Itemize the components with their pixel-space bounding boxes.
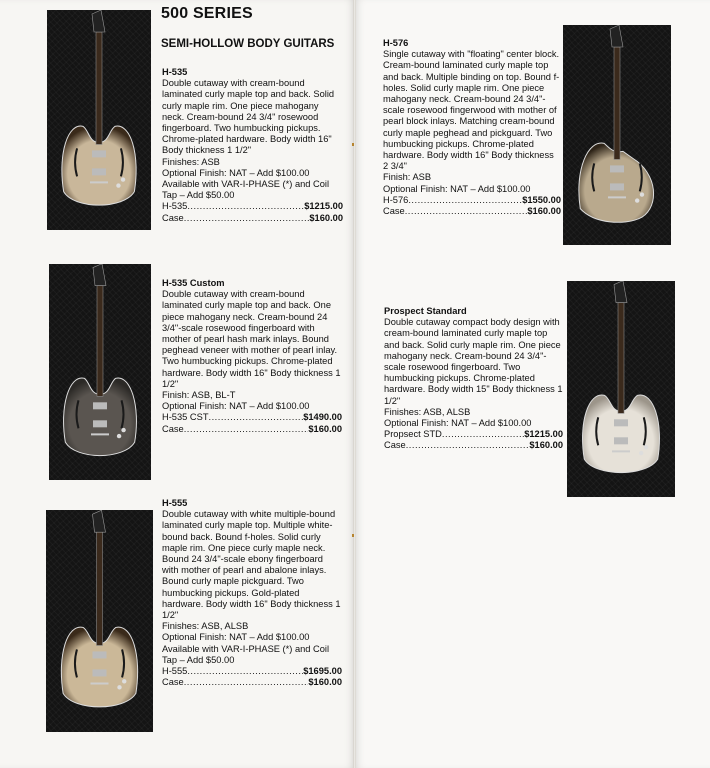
- page-fold: [353, 0, 356, 768]
- price-row: [384, 429, 563, 440]
- price-value: $1550.00: [522, 194, 561, 205]
- case-price: $160.00: [309, 212, 343, 223]
- leader-dots: [405, 206, 528, 217]
- leader-dots: [406, 440, 530, 451]
- leader-dots: [187, 666, 303, 677]
- price-label: H-535: [162, 201, 188, 212]
- optional-finish: Optional Finish: NAT – Add $100.00: [162, 401, 310, 412]
- price-value: $1215.00: [304, 201, 343, 212]
- price-row: [162, 201, 343, 212]
- leader-dots: [184, 213, 310, 224]
- product-h535-custom: [162, 278, 342, 435]
- product-h535: [162, 67, 343, 224]
- case-label: Case: [162, 212, 184, 223]
- guitar-h555-image: [46, 510, 153, 732]
- price-row: [383, 195, 561, 206]
- optional-finish: Optional Finish: NAT – Add $100.00: [383, 183, 531, 194]
- product-name: H-576: [383, 38, 409, 48]
- staple-mark: [352, 534, 354, 537]
- price-label: H-535 CST: [162, 412, 209, 423]
- option-available: Available with VAR-I-PHASE (*) and Coil Tap – Add $50.00: [162, 643, 330, 665]
- case-label: Case: [162, 677, 184, 688]
- price-value: $1695.00: [303, 666, 342, 677]
- leader-dots: [184, 424, 309, 435]
- product-h555: [162, 498, 342, 688]
- leader-dots: [209, 412, 304, 423]
- case-price: $160.00: [308, 677, 342, 688]
- staple-mark: [352, 143, 354, 146]
- guitar-h535-image: [47, 10, 151, 230]
- price-row: [162, 412, 342, 423]
- product-description: Double cutaway with cream-bound laminated curly maple top and back. One piece mahogany neck. Cream-bound 24 3/4"-scale rosewood fingerboard with mother of pearl hash mark inlays. Bound peghead veneer with mother of pearl inlay. Two humbucking pickups. Chrome-plated hardware. Body width 16" Body thickness 1 1/2": [162, 289, 341, 389]
- price-label: Propsect STD: [384, 429, 442, 440]
- photo-prospect-standard: [567, 281, 675, 497]
- guitar-h576-image: [563, 25, 671, 245]
- product-h576: [383, 38, 561, 217]
- product-name: H-535 Custom: [162, 278, 225, 288]
- optional-finish: Optional Finish: NAT – Add $100.00: [384, 418, 532, 429]
- finishes: Finish: ASB: [383, 172, 432, 183]
- option-available: Available with VAR-I-PHASE (*) and Coil Tap – Add $50.00: [162, 179, 330, 201]
- product-description: Double cutaway with white multiple-bound laminated curly maple top. Multiple white-bound back. Bound f-holes. Solid curly maple rim. One piece curly maple neck. Bound 24 3/4"-scale ebony fingerboard with mother of pearl and abalone inlays. Bound curly maple pickguard. Two humbucking pickups. Gold-plated hardware. Body width 16" Body thickness 1 1/2": [162, 509, 341, 621]
- series-title: 500 SERIES: [161, 5, 253, 22]
- case-label: Case: [383, 206, 405, 217]
- leader-dots: [408, 195, 522, 206]
- leader-dots: [184, 677, 309, 688]
- photo-h535: [47, 10, 151, 230]
- case-price: $160.00: [308, 423, 342, 434]
- section-title: SEMI-HOLLOW BODY GUITARS: [161, 38, 335, 50]
- leader-dots: [187, 201, 304, 212]
- case-row: [162, 677, 342, 688]
- photo-h576: [563, 25, 671, 245]
- photo-h535-custom: [49, 264, 151, 480]
- finishes: Finish: ASB, BL-T: [162, 390, 236, 401]
- price-label: H-555: [162, 666, 188, 677]
- price-value: $1215.00: [524, 429, 563, 440]
- product-name: H-555: [162, 498, 188, 508]
- finishes: Finishes: ASB: [162, 156, 220, 167]
- product-prospect-standard: [384, 306, 563, 452]
- finishes: Finishes: ASB, ALSB: [162, 621, 249, 632]
- case-price: $160.00: [529, 440, 563, 451]
- product-name: H-535: [162, 67, 188, 77]
- photo-h555: [46, 510, 153, 732]
- finishes: Finishes: ASB, ALSB: [384, 406, 471, 417]
- optional-finish: Optional Finish: NAT – Add $100.00: [162, 632, 310, 643]
- product-description: Single cutaway with "floating" center block. Cream-bound laminated curly maple top and back. Multiple binding on top. Bound f-holes. Solid curly maple rim. One piece mahogany neck. Cream-bound 24 3/4"-scale rosewood fingerwood with mother of pearl block inlays. Matching cream-bound curly maple peghead and pickguard. Two humbucking pickups. Chrome-plated hardware. Body width 16" Body thickness 2 3/4": [383, 49, 560, 172]
- case-label: Case: [384, 440, 406, 451]
- case-price: $160.00: [527, 206, 561, 217]
- case-row: [384, 440, 563, 451]
- optional-finish: Optional Finish: NAT – Add $100.00: [162, 167, 310, 178]
- price-label: H-576: [383, 194, 409, 205]
- case-row: [162, 424, 342, 435]
- product-name: Prospect Standard: [384, 306, 467, 316]
- product-description: Double cutaway with cream-bound laminated curly maple top and back. Solid curly maple rim. One piece mahogany neck. Cream-bound 24 3/4" rosewood fingerboard. Two humbucking pickups. Chrome-plated hardware. Body width 16" Body thickness 1 1/2": [162, 78, 335, 156]
- price-value: $1490.00: [303, 412, 342, 423]
- guitar-h535-custom-image: [49, 264, 151, 480]
- case-row: [383, 206, 561, 217]
- leader-dots: [442, 429, 524, 440]
- case-row: [162, 213, 343, 224]
- case-label: Case: [162, 423, 184, 434]
- price-row: [162, 666, 342, 677]
- product-description: Double cutaway compact body design with cream-bound laminated curly maple top and back. Solid curly maple rim. One piece mahogany neck. Cream-bound 24 3/4"-scale rosewood fingerboard. Two humbucking pickups. Chrome-plated hardware. Body width 15" Body thickness 1 1/2": [384, 317, 563, 406]
- guitar-prospect-standard-image: [567, 281, 675, 497]
